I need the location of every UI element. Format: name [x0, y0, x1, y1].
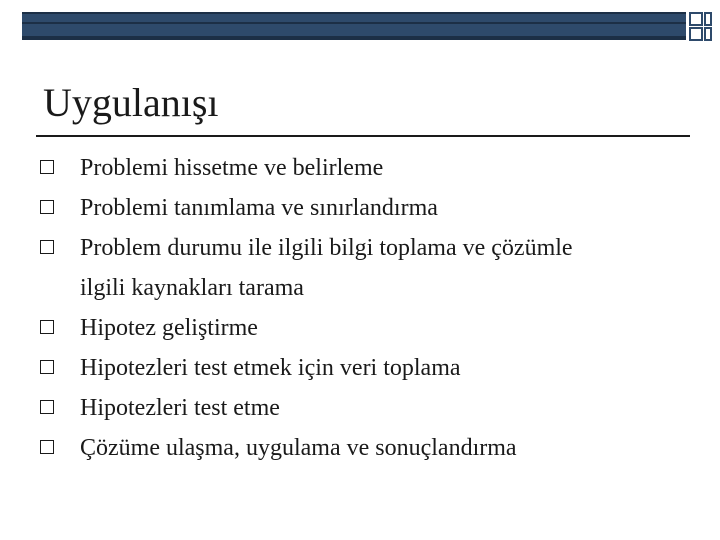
list-item-text: Hipotezleri test etme — [80, 395, 280, 421]
square-bullet-icon — [40, 160, 54, 174]
square-bullet-icon — [40, 320, 54, 334]
square-bullet-icon — [40, 240, 54, 254]
list-item-text-continued: ilgili kaynakları tarama — [80, 275, 304, 301]
square-bullet-icon — [40, 440, 54, 454]
square-bullet-icon — [40, 360, 54, 374]
list-item-text: Hipotez geliştirme — [80, 315, 258, 341]
header-band — [22, 12, 686, 40]
corner-square-icon — [689, 27, 703, 41]
list-item-text: Problem durumu ile ilgili bilgi toplama ve çözümle — [80, 235, 573, 261]
list-item — [40, 428, 680, 468]
list-item — [40, 228, 680, 308]
bullet-list — [40, 148, 680, 468]
square-bullet-icon — [40, 400, 54, 414]
title-underline — [36, 135, 690, 137]
header-band-line — [22, 22, 686, 24]
list-item — [40, 348, 680, 388]
list-item-text: Problemi hissetme ve belirleme — [80, 155, 384, 181]
corner-square-icon — [704, 12, 712, 26]
slide-title: Uygulanışı — [43, 80, 219, 125]
corner-square-icon — [689, 12, 703, 26]
list-item-text: Çözüme ulaşma, uygulama ve sonuçlandırma — [80, 435, 517, 461]
list-item — [40, 308, 680, 348]
square-bullet-icon — [40, 200, 54, 214]
list-item — [40, 148, 680, 188]
list-item — [40, 188, 680, 228]
list-item-text: Problemi tanımlama ve sınırlandırma — [80, 195, 438, 221]
list-item — [40, 388, 680, 428]
list-item-text: Hipotezleri test etmek için veri toplama — [80, 355, 461, 381]
corner-square-icon — [704, 27, 712, 41]
